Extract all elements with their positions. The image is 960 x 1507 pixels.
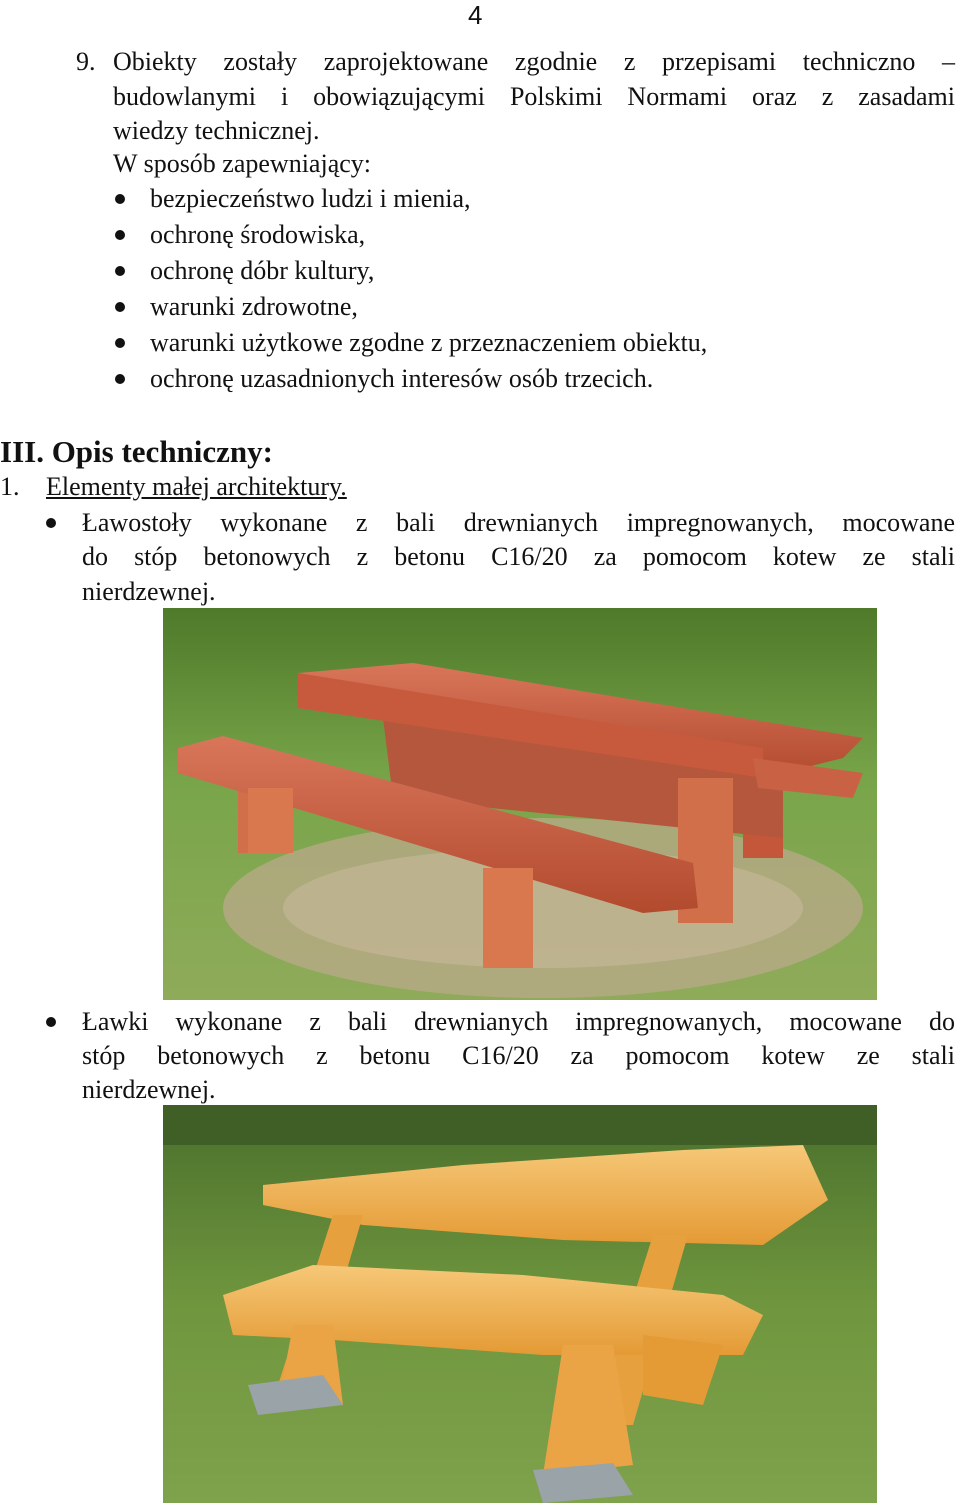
bullet-dot (115, 374, 125, 384)
bullet-dot (115, 266, 125, 276)
item9-line1: Obiekty zostały zaprojektowane zgodnie z przepisami techniczno – (113, 47, 955, 76)
picnic-table-photo (163, 608, 877, 1000)
item-number: 9. (76, 47, 96, 76)
bullet-item: bezpieczeństwo ludzi i mienia, (150, 184, 471, 213)
item-text-line: Ławki wykonane z bali drewnianych impregnowanych, mocowane do (82, 1007, 955, 1036)
page-number: 4 (468, 0, 483, 30)
item-text-line: nierdzewnej. (82, 577, 216, 606)
bullet-dot (46, 518, 56, 528)
bullet-dot (115, 230, 125, 240)
item-text-line: nierdzewnej. (82, 1075, 216, 1104)
bullet-item: ochronę dóbr kultury, (150, 256, 375, 285)
bullet-dot (115, 194, 125, 204)
bullet-item: ochronę uzasadnionych interesów osób trzecich. (150, 364, 654, 393)
item-text-line: Ławostoły wykonane z bali drewnianych impregnowanych, mocowane (82, 508, 955, 537)
bench-photo (163, 1105, 877, 1503)
item-text-line: stóp betonowych z betonu C16/20 za pomocom kotew ze stali (82, 1041, 955, 1070)
section-heading: III. Opis techniczny: (0, 434, 273, 469)
bullet-dot (115, 302, 125, 312)
bullet-item: warunki zdrowotne, (150, 292, 358, 321)
subsection-title: Elementy małej architektury. (46, 472, 347, 501)
bullet-dot (46, 1017, 56, 1027)
subsection-number: 1. (0, 472, 20, 501)
item-text-line: do stóp betonowych z betonu C16/20 za pomocom kotew ze stali (82, 542, 955, 571)
bullet-dot (115, 338, 125, 348)
item9-intro: W sposób zapewniający: (113, 149, 371, 178)
item9-line2: budowlanymi i obowiązującymi Polskimi Normami oraz z zasadami (113, 82, 955, 111)
bullet-item: ochronę środowiska, (150, 220, 366, 249)
item9-line3: wiedzy technicznej. (113, 116, 320, 145)
bullet-item: warunki użytkowe zgodne z przeznaczeniem obiektu, (150, 328, 708, 357)
